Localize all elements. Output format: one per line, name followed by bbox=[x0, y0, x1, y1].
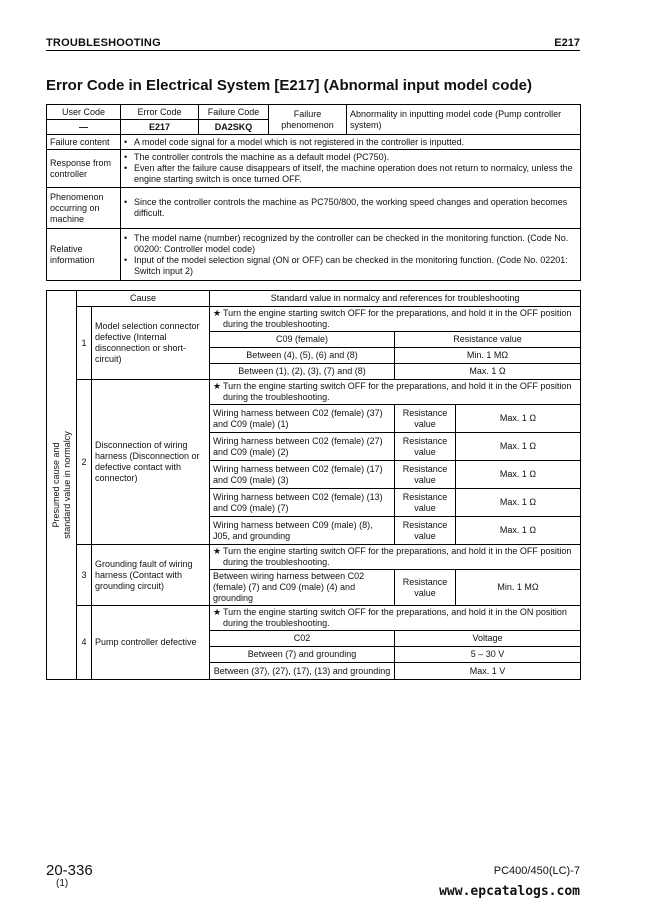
header-divider bbox=[46, 50, 580, 51]
measurement-condition: Wiring harness between C02 (female) (17) and C09 (male) (3) bbox=[210, 461, 395, 489]
cause-description: Pump controller defective bbox=[92, 606, 210, 680]
measurement-condition: Wiring harness between C09 (male) (8), J05, and grounding bbox=[210, 517, 395, 545]
cause-number: 4 bbox=[77, 606, 92, 680]
preparation-note: ★ Turn the engine starting switch OFF for the preparations, and hold it in the ON position during the troubleshooting. bbox=[210, 606, 581, 631]
website-watermark: www.epcatalogs.com bbox=[439, 884, 580, 899]
standard-value: Max. 1 Ω bbox=[456, 433, 581, 461]
measurement-condition: Wiring harness between C02 (female) (37) and C09 (male) (1) bbox=[210, 405, 395, 433]
standard-value: Min. 1 MΩ bbox=[395, 348, 581, 364]
page-title: Error Code in Electrical System [E217] (Abnormal input model code) bbox=[46, 77, 532, 94]
info-bullet-item: • Even after the failure cause disappears of itself, the machine operation does not return to normalcy, unless the engine starting switch is once turned OFF. bbox=[124, 163, 573, 184]
info-bullet-item: • Since the controller controls the machine as PC750/800, the working speed changes and operation becomes difficult. bbox=[124, 197, 568, 218]
preparation-note: ★ Turn the engine starting switch OFF for the preparations, and hold it in the OFF position during the troubleshooting. bbox=[210, 307, 581, 332]
info-bullet-item: • A model code signal for a model which is not registered in the controller is inputted. bbox=[124, 136, 465, 147]
cause-number: 1 bbox=[77, 307, 92, 380]
info-row-label: Relative information bbox=[47, 229, 121, 281]
standard-value: Min. 1 MΩ bbox=[456, 570, 581, 606]
standard-value: 5 – 30 V bbox=[395, 647, 581, 663]
measurement-type: Resistance value bbox=[395, 570, 456, 606]
standard-value: Max. 1 V bbox=[395, 663, 581, 680]
measurement-type: Resistance value bbox=[395, 405, 456, 433]
info-bullet-item: • The model name (number) recognized by the controller can be checked in the monitoring function. (Code No. 00200: Controller model code) bbox=[124, 232, 569, 254]
measurement-condition: Between wiring harness between C02 (female) (7) and C09 (male) (4) and grounding bbox=[210, 570, 395, 606]
error-code-label: Error Code bbox=[121, 105, 199, 120]
measurement-condition: Wiring harness between C02 (female) (13) and C09 (male) (7) bbox=[210, 489, 395, 517]
connector-header: C09 (female) bbox=[210, 332, 395, 348]
measurement-type: Resistance value bbox=[395, 517, 456, 545]
measurement-type: Resistance value bbox=[395, 461, 456, 489]
measurement-condition: Between (1), (2), (3), (7) and (8) bbox=[210, 364, 395, 380]
info-row-content bbox=[121, 135, 581, 150]
cause-number: 2 bbox=[77, 380, 92, 545]
info-bullet-item: • The controller controls the machine as a default model (PC750). bbox=[124, 152, 390, 162]
info-row-label: Phenomenon occurring on machine bbox=[47, 188, 121, 229]
user-code-label: User Code bbox=[47, 105, 121, 120]
info-row-content bbox=[121, 188, 581, 229]
failure-code-value: DA2SKQ bbox=[199, 120, 269, 135]
user-code-value: — bbox=[47, 120, 121, 135]
measurement-header: Resistance value bbox=[395, 332, 581, 348]
preparation-note: ★ Turn the engine starting switch OFF for the preparations, and hold it in the OFF position during the troubleshooting. bbox=[210, 380, 581, 405]
measurement-condition: Wiring harness between C02 (female) (27) and C09 (male) (2) bbox=[210, 433, 395, 461]
cause-description: Disconnection of wiring harness (Disconnection or defective contact with connector) bbox=[92, 380, 210, 545]
failure-phenomenon-text: Abnormality in inputting model code (Pump controller system) bbox=[347, 105, 581, 135]
measurement-type: Resistance value bbox=[395, 489, 456, 517]
measurement-header: Voltage bbox=[395, 631, 581, 647]
measurement-condition: Between (4), (5), (6) and (8) bbox=[210, 348, 395, 364]
presumed-cause-side-label: Presumed cause and standard value in normalcy bbox=[47, 291, 77, 680]
cause-column-header: Cause bbox=[77, 291, 210, 307]
info-row-content bbox=[121, 150, 581, 188]
standard-value: Max. 1 Ω bbox=[456, 517, 581, 545]
cause-table bbox=[46, 290, 581, 680]
error-code-value: E217 bbox=[121, 120, 199, 135]
cause-description: Model selection connector defective (Internal disconnection or short-circuit) bbox=[92, 307, 210, 380]
machine-model: PC400/450(LC)-7 bbox=[493, 865, 580, 877]
cause-number: 3 bbox=[77, 545, 92, 606]
standard-value-column-header: Standard value in normalcy and references for troubleshooting bbox=[210, 291, 581, 307]
preparation-note: ★ Turn the engine starting switch OFF for the preparations, and hold it in the OFF position during the troubleshooting. bbox=[210, 545, 581, 570]
standard-value: Max. 1 Ω bbox=[456, 489, 581, 517]
page-number: 20-336 bbox=[46, 862, 93, 879]
standard-value: Max. 1 Ω bbox=[395, 364, 581, 380]
cause-description: Grounding fault of wiring harness (Contact with grounding circuit) bbox=[92, 545, 210, 606]
standard-value: Max. 1 Ω bbox=[456, 461, 581, 489]
standard-value: Max. 1 Ω bbox=[456, 405, 581, 433]
measurement-condition: Between (37), (27), (17), (13) and grounding bbox=[210, 663, 395, 680]
info-row-label: Failure content bbox=[47, 135, 121, 150]
failure-phenomenon-label: Failure phenomenon bbox=[269, 105, 347, 135]
info-bullet-item: • Input of the model selection signal (ON or OFF) can be checked in the monitoring function. (Code No. 02201: Switch input 2) bbox=[124, 254, 568, 276]
section-header: TROUBLESHOOTING bbox=[46, 37, 161, 49]
connector-header: C02 bbox=[210, 631, 395, 647]
failure-code-label: Failure Code bbox=[199, 105, 269, 120]
info-row-content bbox=[121, 229, 581, 281]
measurement-condition: Between (7) and grounding bbox=[210, 647, 395, 663]
measurement-type: Resistance value bbox=[395, 433, 456, 461]
header-error-code: E217 bbox=[554, 37, 580, 49]
info-row-label: Response from controller bbox=[47, 150, 121, 188]
page-revision: (1) bbox=[56, 878, 69, 889]
error-info-table bbox=[46, 104, 581, 281]
